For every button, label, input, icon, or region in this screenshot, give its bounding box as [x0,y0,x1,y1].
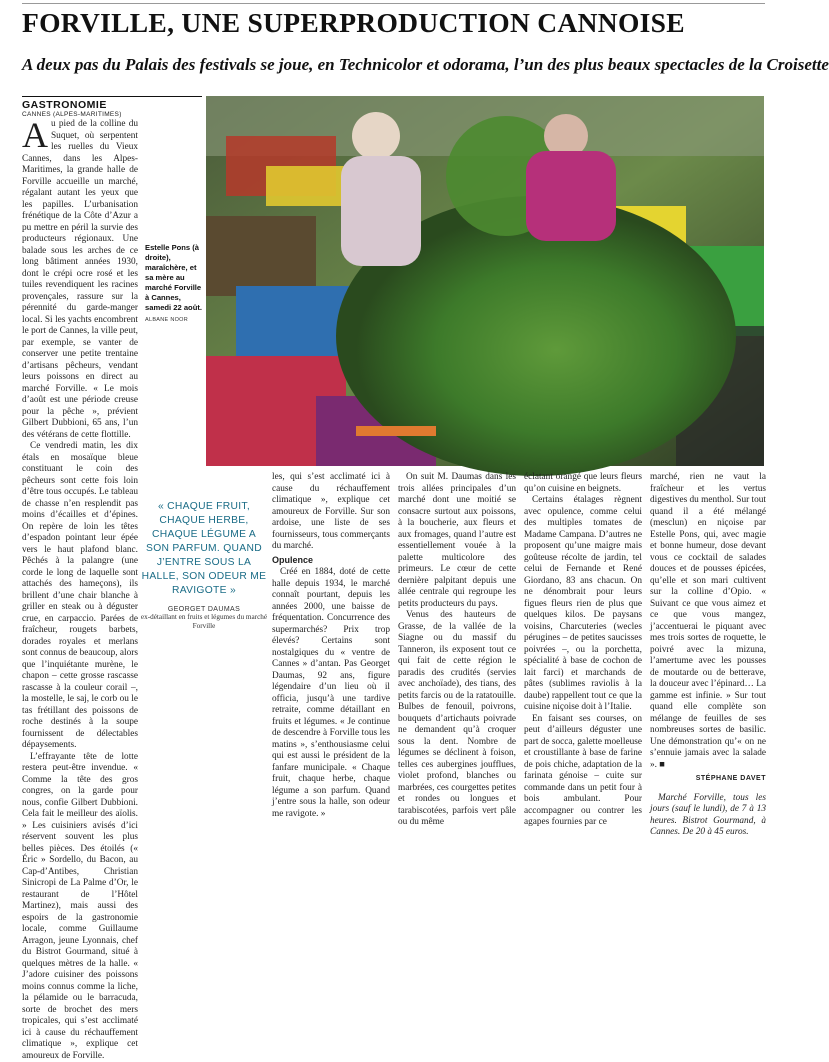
paragraph: Ce vendredi matin, les dix étals en mosaïque bleue constituant le coin des pêcheurs sont cette fois loin d’être tous occupés. Le tableau de chasse n’en resplendit pas moins d’écailles et d’épines. On repère de loin les têtes d’espadon pointant leur épée vers le haut plafond blanc. Pêchés à la palangre (une corde le long de laquelle sont attachés des hameçons), ils brillent d’une chair blanche à griller en steak ou à déguster crue, en carpaccio. Parées de fraîcheur, rougets barbets, dorades royales et merlans sont connus de beaucoup, alors que l’inquiétante murène, le chapon – cette grosse rascasse rascasse à la couleur corail –, la mostelle, le saj, le corb ou le tas frétillant des poissons de roche destinés à la soupe fournissent de délectables dépaysements. [22,441,138,752]
paragraph: Certains étalages règnent avec opulence, comme celui des multiples tomates de Madame Campana. D’autres ne proposent qu’une maigre mais goûteuse récolte de jardin, tel celui de Fernande et René Giordano, 83 ans chacun. On ne dénombrait pour leurs figues fleurs rien de plus que quelques kilos. De paysans voisins, Charcuteries (wecles pérugines – de petites saucisses poivrées –, ou la porchetta, spécialité à base de cochon de lait farci) et marchands de pâtes (sublimes raviolis à la daube) rappellent tout ce que la cuisine niçoise doit à l’Italie. [524,495,642,714]
market-photo [206,96,764,466]
section-rubric: GASTRONOMIE [22,96,202,111]
paragraph: éclatant orangé que leurs fleurs qu’on cuisine en beignets. [524,472,642,495]
subheading: Opulence [272,555,390,567]
dek: A deux pas du Palais des festivals se joue, en Technicolor et odorama, l’un des plus beaux spectacles de la Croisette [22,54,767,76]
headline: FORVILLE, UNE SUPERPRODUCTION CANNOISE [22,6,765,40]
pull-quote-text: « CHAQUE FRUIT, CHAQUE HERBE, CHAQUE LÉGUME A SON PARFUM. QUAND J’ENTRE SOUS LA HALLE, SON ODEUR ME RAVIGOTE » [140,500,268,598]
dateline-place: CANNES (ALPES-MARITIMES) [22,111,122,118]
paragraph: marché, rien ne vaut la fraîcheur et les vertus digestives du menthol. Sur tout quand il a été mélangé (mesclun) en niçoise par Estelle Pons, qui, avec magie et bonne humeur, dose devant vous ce cocktail de salades douces et de pousses épicées, qu’elle et son mari cultivent sur la colline d’Opio. « Suivant ce que vous aimez et ce que vous mangez, j’accentuerai le piquant avec mes trois sortes de roquette, le poivré avec la mizuna, l’amertume avec les pousses de moutarde ou de betterave, la douceur avec l’épinard… La gamme est infinie. » Sur tout quand elle complète son mélange de feuilles de ses nombreuses sortes de basilic. Une démonstration qu’« on ne s’ennuie jamais avec la salade ». ■ [650,472,766,771]
photo-caption-text: Estelle Pons (à droite), maraîchère, et sa mère au marché Forville à Cannes, samedi 22 août. [145,243,202,312]
market-photo-image [206,96,764,466]
paragraph: Venus des hauteurs de Grasse, de la vallée de la Siagne ou du massif du Tanneron, ils exposent tout ce qui fait de cette région le paradis des crudités (servies avec anchoïade), des tians, des petits farcis ou de la ratatouille. Bulbes de fenouil, poivrons, bouquets d’artichauts poivrade ne demandent qu’à croquer sous la dent. Nombre de légumes se déclinent à foison, telles ces aubergines joufflues, violet profond, blanches ou marbrées, ces courgettes petites et rondes ou longues et tarabiscotées, parfois vert pâle ou du même [398,610,516,829]
paragraph: Créé en 1884, doté de cette halle depuis 1934, le marché connaît pourtant, depuis les années 2000, une baisse de fréquentation. Concurrence des supermarchés? Prix trop élevés? Certains sont nostalgiques du « ventre de Cannes » d’antan. Pas Georget Daumas, 92 ans, figure légendaire d’un lieu où il officia, jusqu’à une tardive retraite, comme détaillant en fruits et légumes. « Je continue de descendre à Forville tous les matins », s’enthousiasme celui qui est aussi le président de la fanfare municipale. « Chaque fruit, chaque herbe, chaque légume a son parfum. Quand j’entre sous la halle, son odeur me ravigote. » [272,567,390,820]
pull-quote-author: GEORGET DAUMAS [140,606,268,613]
lead-text: u pied de la colline du Suquet, où serpentent les ruelles du Vieux Cannes, dans les Alpes-Maritimes, la grande halle de Forville accueille un marché, régalant autant les yeux que les papilles. L’urbanisation frénétique de la Côte d’Azur a pu mettre en péril la survie des producteurs régionaux. Une balade sous les arches de ce long bâtiment années 1930, dont le crépi ocre rosé et les tuiles revendiquent les racines provençales, rassure sur la pérennité du garde-manger local. Si les yachts encombrent le port de Cannes, la ville peut, par exemple, se vanter de conserver une petite trentaine d’artisans pêcheurs, vendant leurs poissons en direct au marché Forville. « Le mois d’août est une période creuse pour la pêche », prévient Gilbert Dubbioni, 65 ans, l’un des vétérans de cette flottille. [22,119,138,440]
article-column-5 [650,472,766,764]
pull-quote-role: ex-détaillant en fruits et légumes du marché Forville [140,613,268,631]
paragraph: les, qui s’est acclimaté ici à cause du réchauffement climatique », explique cet amoureux de Forville. Sur son ardoise, une liste de ses fournisseurs, tous commerçants du marché. [272,472,390,553]
paragraph: L’effrayante tête de lotte restera peut-être invendue. « Comme la tête des gros congres, on la garde pour nous, confie Gilbert Dubbioni. Cela fait le meilleur des aïolis. » Les cuisiniers avisés d’ici réservent souvent les plus belles pièces. Des étoilés (« Éric » Sordello, du Bacon, au Cap-d’Antibes, Christian Sinicropi de La Palme d’Or, le restaurant de l’Hôtel Martinez), mais aussi des espoirs de la gastronomie locale, comme Guillaume Arragon, jeune Lyonnais, chef du Bistrot Gourmand, situé à quelques mètres de la halle. « J’adore cuisiner des poissons moins connus comme la liche, la pélamide ou le barracuda, sorte de brochet des mers tropicales, qui s’est acclimaté ici à cause du réchauffement climatique », explique cet amoureux de Forville. [22,752,138,1062]
pull-quote [140,500,268,631]
photo-caption [145,243,203,325]
article-column-1 [22,119,138,759]
drop-cap: A [22,120,48,150]
article-column-4 [524,472,642,764]
practical-info: Marché Forville, tous les jours (sauf le lundi), de 7 à 13 heures. Bistrot Gourmand, à Cannes. De 20 à 45 euros. [650,793,766,839]
top-rule [22,3,765,4]
author-signature: STÉPHANE DAVET [650,773,766,785]
lead-paragraph [22,119,138,441]
paragraph: On suit M. Daumas dans les trois allées principales d’un marché dont une moitié se consacre surtout aux poissons, à la boucherie, aux fleurs et aux fromages, quand l’autre est essentiellement vouée à la palette multicolore des primeurs. Le cœur de cette dernière palpitant depuis une allée centrale qui regroupe les petits producteurs du pays. [398,472,516,610]
article-column-3 [398,472,516,764]
paragraph: En faisant ses courses, on peut d’ailleurs déguster une part de socca, galette moelleuse et croustillante à base de farine de pois chiche, adaptation de la farinata génoise – cuite sur commande dans un petit four à bois ambulant. Pour accompagner ou contrer les agapes fournies par ce [524,714,642,829]
article-column-2 [272,472,390,764]
photo-credit: ALBANE NOOR [145,315,203,325]
